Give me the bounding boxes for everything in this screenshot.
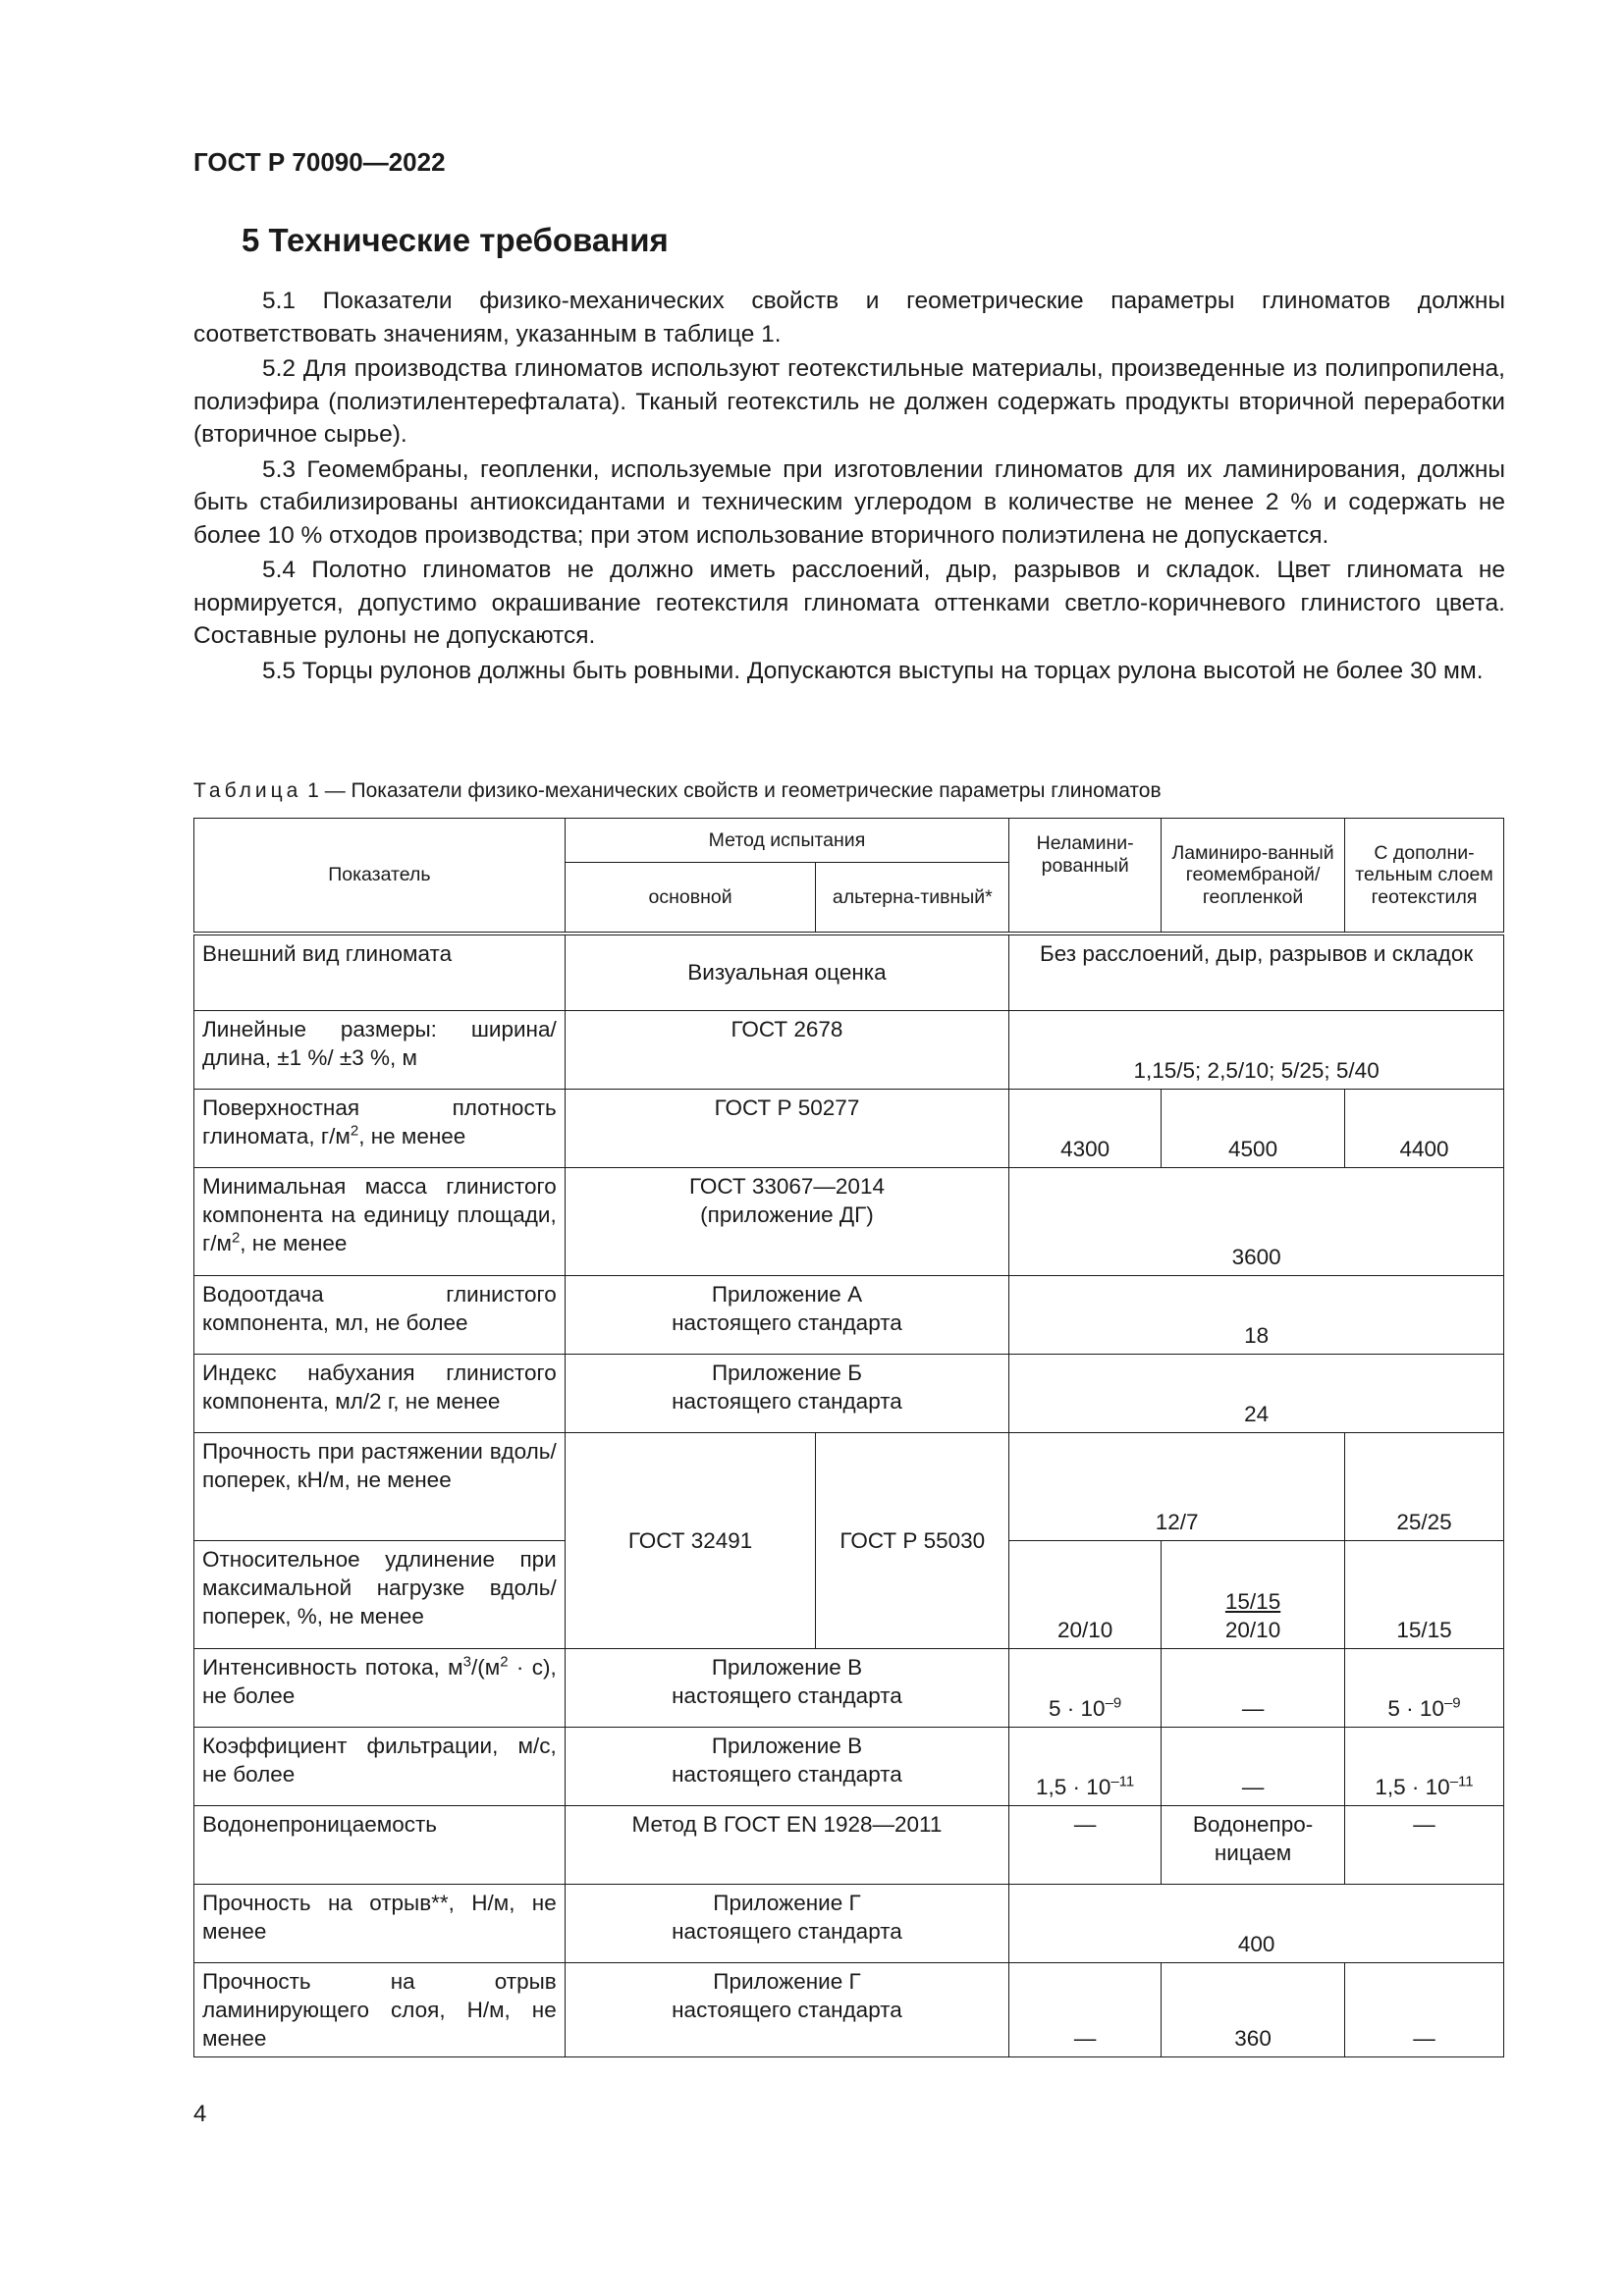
row-value-nonlaminated: $5 \cdot 10^{-9}$ [1009,1648,1162,1727]
table-caption-text: 1 — Показатели физико-механических свойств и геометрические параметры глиноматов [301,779,1162,802]
row-method: ГОСТ 2678 [565,1010,1008,1089]
row-value: 18 [1009,1275,1504,1354]
row-name: Внешний вид глиномата [194,934,566,1010]
header-method-alt: альтерна-тивный* [816,863,1009,934]
row-method-alt: ГОСТ Р 55030 [816,1432,1009,1648]
paragraph-5-1: 5.1 Показатели физико-механических свойств и геометрические параметры глиноматов должны соответствовать значениям, указанным в таблице 1. [193,288,1505,347]
row-name: Водонепроницаемость [194,1805,566,1884]
row-value: 12/7 [1009,1432,1345,1540]
table-row [194,1167,1504,1275]
table-row [194,1727,1504,1805]
table-row [194,1010,1504,1089]
header-laminated: Ламиниро-ванный геомембраной/ геопленкой [1162,819,1345,934]
row-value-laminated: Водонепро-ницаем [1162,1805,1345,1884]
row-value-nonlaminated: 4300 [1009,1089,1162,1167]
row-value-extra: $1,5 \cdot 10^{-11}$ [1345,1727,1504,1805]
row-value-nonlaminated: 20/10 [1009,1540,1162,1648]
row-value-extra: $5 \cdot 10^{-9}$ [1345,1648,1504,1727]
row-name: Поверхностная плотность глиномата, $г/м^2$, не менее [194,1089,566,1167]
row-method: Приложение Б настоящего стандарта [565,1354,1008,1432]
row-value-nonlaminated: $1,5 \cdot 10^{-11}$ [1009,1727,1162,1805]
section-title: 5 Технические требования [242,222,669,258]
table-row [194,1962,1504,2056]
row-name: Прочность на отрыв ламинирующего слоя, Н/м, не менее [194,1962,566,2056]
section-body [193,285,1505,689]
table-header-row [194,819,1504,863]
row-name: Прочность при растяжении вдоль/поперек, кН/м, не менее [194,1432,566,1540]
row-value-laminated: — [1162,1648,1345,1727]
row-method-main: ГОСТ 32491 [565,1432,816,1648]
row-value-laminated: — [1162,1727,1345,1805]
header-method-main: основной [565,863,816,934]
paragraph-5-4: 5.4 Полотно глиноматов не должно иметь расслоений, дыр, разрывов и складок. Цвет глиномата не нормируется, допустимо окрашивание геотекстиля глиномата оттенками светло-коричневого глинистого цвета. Составные рулоны не допускаются. [193,557,1505,649]
table-caption [193,779,1162,803]
row-name: Коэффициент фильтрации, м/с, не более [194,1727,566,1805]
row-method: Приложение В настоящего стандарта [565,1648,1008,1727]
row-value-laminated: 15/15 20/10 [1162,1540,1345,1648]
page-number: 4 [193,2101,207,2127]
row-method: ГОСТ 33067—2014 (приложение ДГ) [565,1167,1008,1275]
table-row [194,1432,1504,1540]
row-value-laminated: 360 [1162,1962,1345,2056]
paragraph-5-2: 5.2 Для производства глиноматов используют геотекстильные материалы, произведенные из полипропилена, полиэфира (полиэтилентерефталата). Тканый геотекстиль не должен содержать продукты вторичной переработки (вторичное сырье). [193,355,1505,448]
table-row [194,1648,1504,1727]
document-code-header: ГОСТ Р 70090—2022 [193,147,446,177]
row-name: Относительное удлинение при максимальной нагрузке вдоль/поперек, %, не менее [194,1540,566,1648]
row-value: 3600 [1009,1167,1504,1275]
row-method: Приложение Г настоящего стандарта [565,1962,1008,2056]
table-row [194,934,1504,1010]
table-row [194,1275,1504,1354]
row-value-nonlaminated: — [1009,1805,1162,1884]
row-name: Минимальная масса глинистого компонента на единицу площади, $г/м^2$, не менее [194,1167,566,1275]
header-nonlaminated: Неламини-рованный [1009,819,1162,934]
row-method: Визуальная оценка [565,934,1008,1010]
header-method: Метод испытания [565,819,1008,863]
spec-table [193,818,1504,2057]
row-value: 24 [1009,1354,1504,1432]
row-value-extra: — [1345,1805,1504,1884]
paragraph-5-5: 5.5 Торцы рулонов должны быть ровными. Допускаются выступы на торцах рулона высотой не более 30 мм. [262,657,1484,684]
row-value-nonlaminated: — [1009,1962,1162,2056]
row-method: Приложение А настоящего стандарта [565,1275,1008,1354]
table-caption-word: Таблица [193,779,302,802]
table-row [194,1354,1504,1432]
row-value: 1,15/5; 2,5/10; 5/25; 5/40 [1009,1010,1504,1089]
row-value: Без расслоений, дыр, разрывов и складок [1009,934,1504,1010]
header-extra-layer: С дополни-тельным слоем геотекстиля [1345,819,1504,934]
row-value: 400 [1009,1884,1504,1962]
row-name: Интенсивность потока, $м^3/(м^2 \cdot с)$, не более [194,1648,566,1727]
row-value-extra: — [1345,1962,1504,2056]
row-name: Линейные размеры: ширина/длина, ±1 %/ ±3 %, м [194,1010,566,1089]
row-name: Индекс набухания глинистого компонента, мл/2 г, не менее [194,1354,566,1432]
table-row [194,1089,1504,1167]
paragraph-5-3: 5.3 Геомембраны, геопленки, используемые при изготовлении глиноматов для их ламинирования, должны быть стабилизированы антиоксидантами и техническим углеродом в количестве не менее 2 % и содержать не более 10 % отходов производства; при этом использование вторичного полиэтилена не допускается. [193,455,1505,549]
row-method: Приложение В настоящего стандарта [565,1727,1008,1805]
row-method: Приложение Г настоящего стандарта [565,1884,1008,1962]
row-name: Прочность на отрыв**, Н/м, не менее [194,1884,566,1962]
header-indicator: Показатель [194,819,566,934]
row-method: ГОСТ Р 50277 [565,1089,1008,1167]
row-value-extra: 4400 [1345,1089,1504,1167]
row-method: Метод В ГОСТ EN 1928—2011 [565,1805,1008,1884]
row-name: Водоотдача глинистого компонента, мл, не более [194,1275,566,1354]
row-value-laminated: 4500 [1162,1089,1345,1167]
table-row [194,1805,1504,1884]
row-value-extra: 25/25 [1345,1432,1504,1540]
row-value-extra: 15/15 [1345,1540,1504,1648]
table-row [194,1884,1504,1962]
